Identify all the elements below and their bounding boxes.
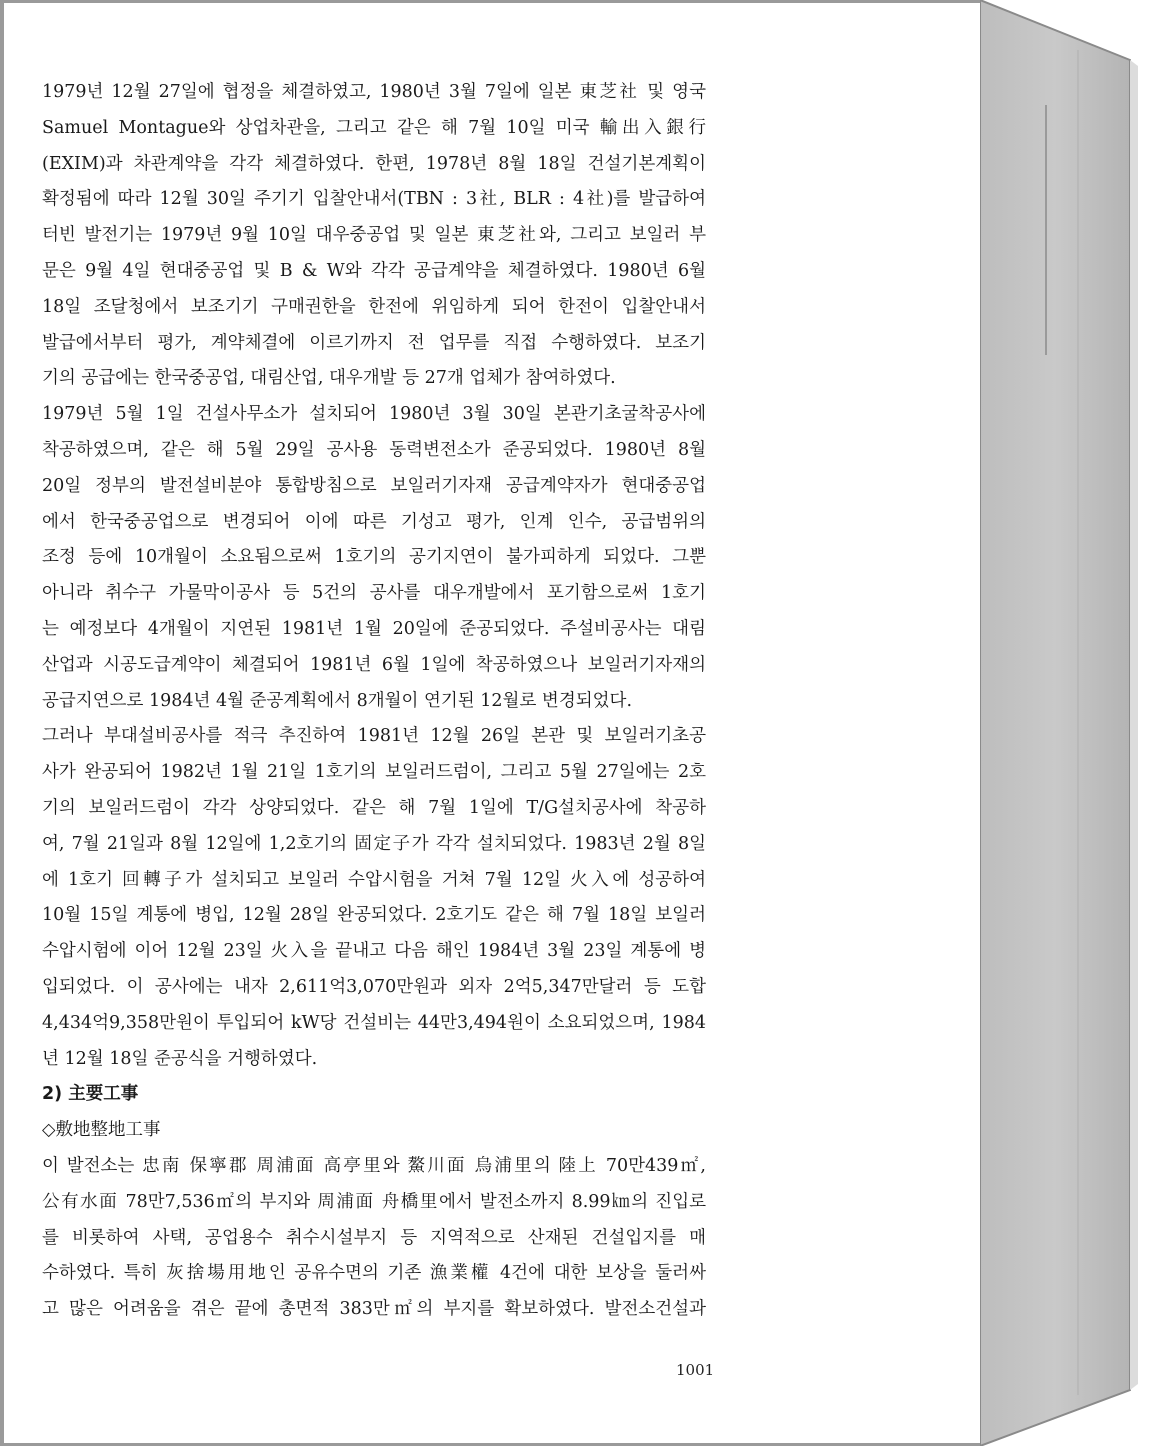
text-line: 20일 정부의 발전설비분야 통합방침으로 보일러기자재 공급계약자가 현대중공업 xyxy=(42,475,706,496)
text-line: 1979년 12월 27일에 협정을 체결하였고, 1980년 3월 7일에 일본 東芝社 및 영국 xyxy=(42,82,706,102)
text-line: 公有水面 78만7,536㎡의 부지와 周浦面 舟橋里에서 발전소까지 8.99㎞의 진입로 xyxy=(42,1191,706,1212)
body-text xyxy=(42,75,706,1328)
text-line: 산업과 시공도급계약이 체결되어 1981년 6월 1일에 착공하였으나 보일러기자재의 xyxy=(42,654,706,675)
text-line: 확정됨에 따라 12월 30일 주기기 입찰안내서(TBN : 3社, BLR : 4社)를 발급하여 xyxy=(42,189,706,210)
text-line: 기의 보일러드럼이 각각 상양되었다. 같은 해 7월 1일에 T/G설치공사에 착공하 xyxy=(42,797,706,818)
page-number: 1001 xyxy=(676,1361,715,1379)
text-line: 고 많은 어려움을 겪은 끝에 총면적 383만㎡의 부지를 확보하였다. 발전소건설과 xyxy=(42,1299,706,1320)
subsection-heading: ◇敷地整地工事 xyxy=(42,1120,161,1141)
text-line: 여, 7월 21일과 8월 12일에 1,2호기의 固定子가 각각 설치되었다. 1983년 2월 8일 xyxy=(42,833,706,854)
section-heading: 2) 主要工事 xyxy=(42,1084,139,1105)
text-line: 를 비롯하여 사택, 공업용수 취수시설부지 등 지역적으로 산재된 건설입지를 매 xyxy=(42,1227,706,1248)
text-line: 10월 15일 계통에 병입, 12월 28일 완공되었다. 2호기도 같은 해 7월 18일 보일러 xyxy=(42,905,706,926)
text-line: 아니라 취수구 가물막이공사 등 5건의 공사를 대우개발에서 포기함으로써 1호기 xyxy=(42,583,706,604)
text-line: 그러나 부대설비공사를 적극 추진하여 1981년 12월 26일 본관 및 보일러기초공 xyxy=(42,726,706,747)
text-line: 터빈 발전기는 1979년 9월 10일 대우중공업 및 일본 東芝社와, 그리고 보일러 부 xyxy=(42,225,706,246)
text-line: 기의 공급에는 한국중공업, 대림산업, 대우개발 등 27개 업체가 참여하였다. xyxy=(42,368,616,389)
text-line: 착공하였으며, 같은 해 5월 29일 공사용 동력변전소가 준공되었다. 1980년 8월 xyxy=(42,439,706,460)
text-line: 에서 한국중공업으로 변경되어 이에 따른 기성고 평가, 인계 인수, 공급범위의 xyxy=(42,511,706,532)
text-line: 사가 완공되어 1982년 1월 21일 1호기의 보일러드럼이, 그리고 5월 27일에는 2호 xyxy=(42,762,706,783)
text-line: (EXIM)과 차관계약을 각각 체결하였다. 한편, 1978년 8월 18일 건설기본계획이 xyxy=(42,153,706,174)
text-line: 조정 등에 10개월이 소요됨으로써 1호기의 공기지연이 불가피하게 되었다. 그뿐 xyxy=(42,547,706,568)
text-line: 입되었다. 이 공사에는 내자 2,611억3,070만원과 외자 2억5,347만달러 등 도합 xyxy=(42,976,706,997)
text-line: 년 12월 18일 준공식을 거행하였다. xyxy=(42,1048,318,1069)
text-line: 18일 조달청에서 보조기기 구매권한을 한전에 위임하게 되어 한전이 입찰안내서 xyxy=(42,296,706,317)
text-line: 4,434억9,358만원이 투입되어 kW당 건설비는 44만3,494원이 소요되었으며, 1984 xyxy=(42,1012,706,1033)
text-line: 에 1호기 回轉子가 설치되고 보일러 수압시험을 거쳐 7월 12일 火入에 성공하여 xyxy=(42,869,706,890)
text-line: 수하였다. 특히 灰捨場用地인 공유수면의 기존 漁業權 4건에 대한 보상을 둘러싸 xyxy=(42,1263,706,1284)
text-line: 는 예정보다 4개월이 지연된 1981년 1월 20일에 준공되었다. 주설비공사는 대림 xyxy=(42,618,706,639)
text-line: 공급지연으로 1984년 4월 준공계획에서 8개월이 연기된 12월로 변경되었다. xyxy=(42,690,633,711)
text-line: 문은 9월 4일 현대중공업 및 B & W와 각각 공급계약을 체결하였다. 1980년 6월 xyxy=(42,260,706,281)
book-spine xyxy=(980,0,1173,1446)
text-line: 이 발전소는 忠南 保寧郡 周浦面 高亭里와 鰲川面 烏浦里의 陸上 70만439㎡, xyxy=(42,1155,706,1176)
text-line: 발급에서부터 평가, 계약체결에 이르기까지 전 업무를 직접 수행하였다. 보조기 xyxy=(42,332,706,353)
text-line: 1979년 5월 1일 건설사무소가 설치되어 1980년 3월 30일 본관기초굴착공사에 xyxy=(42,404,706,425)
text-line: 수압시험에 이어 12월 23일 火入을 끝내고 다음 해인 1984년 3월 23일 계통에 병 xyxy=(42,941,706,962)
text-line: Samuel Montague와 상업차관을, 그리고 같은 해 7월 10일 미국 輸出入銀行 xyxy=(42,117,706,138)
